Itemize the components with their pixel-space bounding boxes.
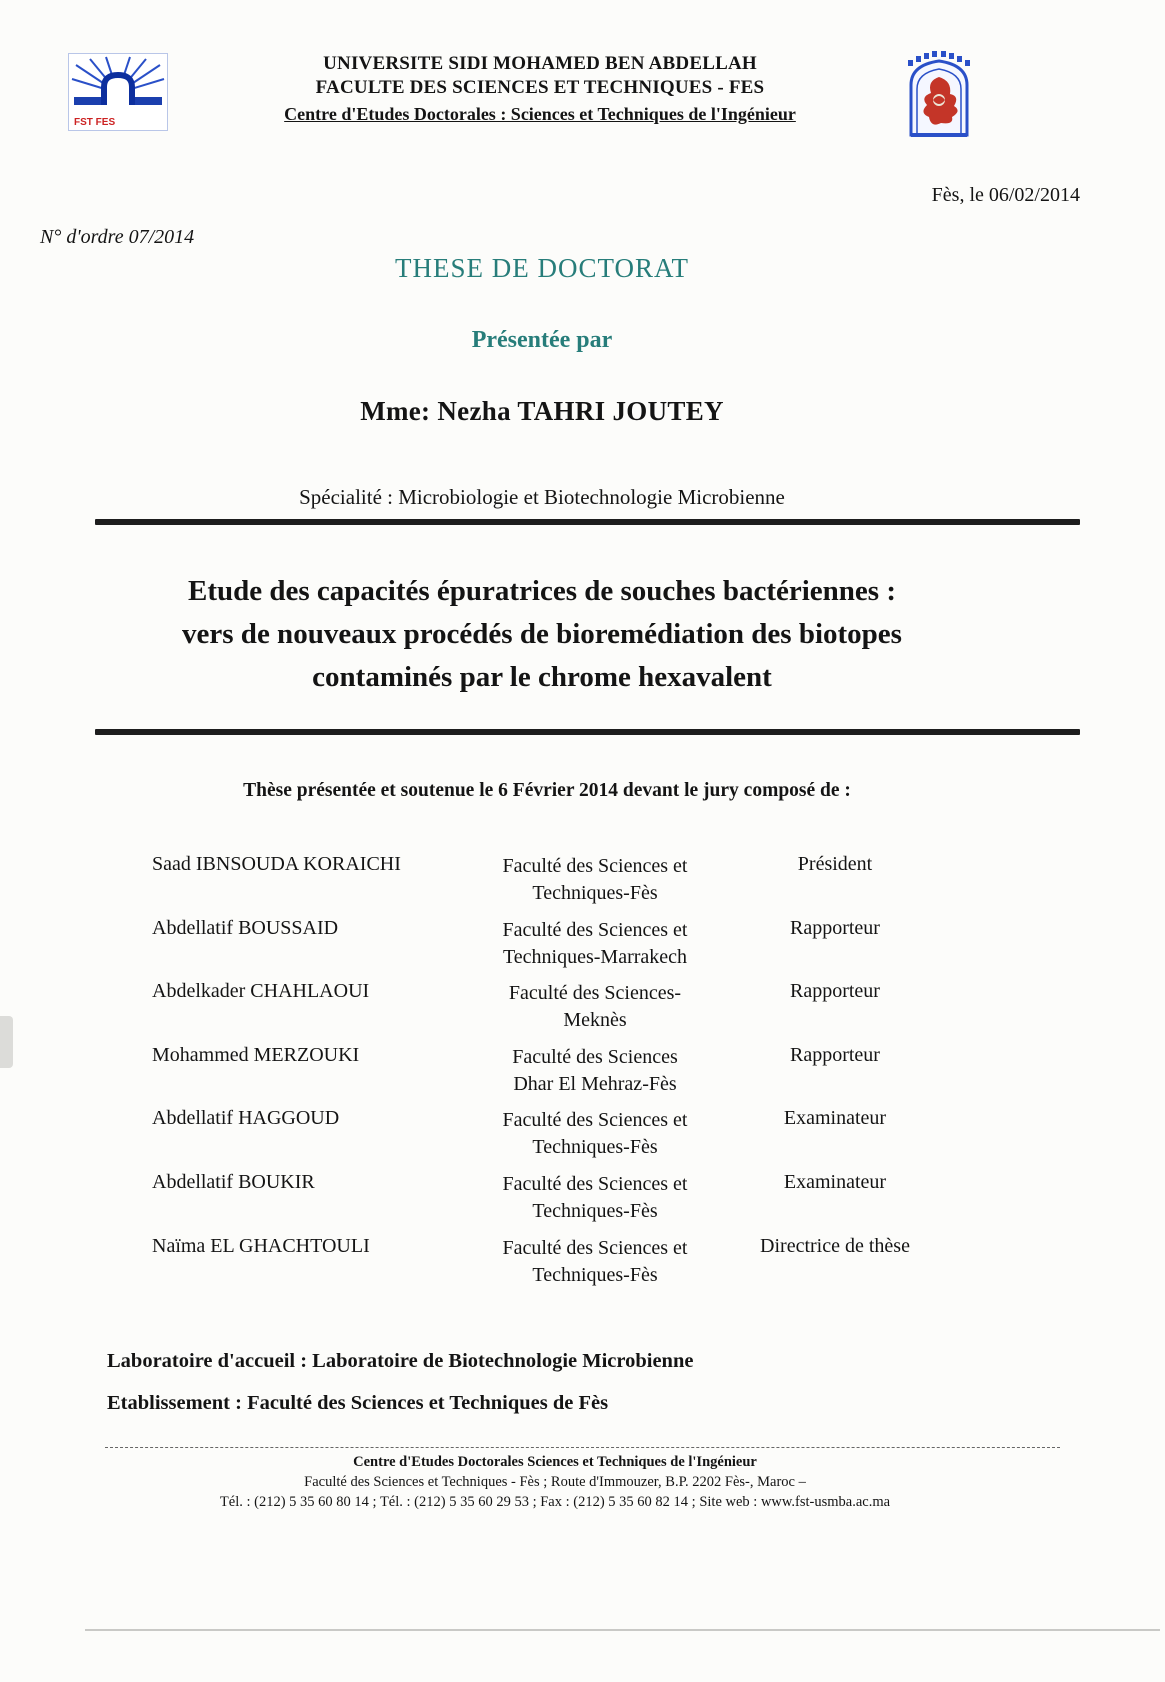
specialty-line: Spécialité : Microbiologie et Biotechnologie Microbienne [299, 485, 785, 509]
jury-member-name: Abdellatif BOUSSAID [152, 916, 339, 939]
affiliation-line-1: Faculté des Sciences et [502, 1236, 688, 1259]
jury-member-affiliation [450, 1171, 740, 1225]
date-line: Fès, le 06/02/2014 [931, 184, 1080, 206]
jury-member-name: Abdellatif HAGGOUD [152, 1107, 340, 1130]
doctoral-center-name: Centre d'Etudes Doctorales : Sciences et Techniques de l'Ingénieur [284, 104, 796, 124]
scan-artifact-line [85, 1629, 1160, 1631]
affiliation-line-1: Faculté des Sciences et [502, 1109, 688, 1132]
jury-member-role: Président [797, 853, 873, 875]
university-seal-graphic [903, 45, 975, 140]
jury-table [0, 853, 1165, 1298]
jury-member-name: Saad IBNSOUDA KORAICHI [152, 853, 401, 875]
host-laboratory-line: Laboratoire d'accueil : Laboratoire de Biotechnologie Microbienne [107, 1350, 694, 1372]
horizontal-rule-top [95, 519, 1080, 525]
scan-artifact-smudge [0, 1016, 13, 1068]
jury-member-role: Rapporteur [790, 916, 880, 939]
jury-member-role: Rapporteur [790, 1043, 880, 1066]
affiliation-line-2: Techniques-Fès [532, 1199, 658, 1222]
university-header [170, 52, 910, 125]
thesis-title-line-1: Etude des capacités épuratrices de souches bactériennes : [188, 575, 896, 607]
jury-row [0, 1044, 1165, 1108]
jury-row [0, 1107, 1165, 1171]
university-name: UNIVERSITE SIDI MOHAMED BEN ABDELLAH [323, 53, 757, 74]
fst-fes-logo-graphic [68, 53, 168, 131]
affiliation-line-2: Meknès [563, 1009, 627, 1032]
affiliation-line-2: Techniques-Fès [532, 882, 658, 904]
affiliation-line-1: Faculté des Sciences et [502, 855, 688, 877]
jury-member-name: Abdellatif BOUKIR [152, 1170, 315, 1193]
dashed-divider [105, 1447, 1060, 1448]
document-type-title: THESE DE DOCTORAT [394, 253, 689, 283]
svg-text:FST FES: FST FES [74, 117, 116, 128]
jury-member-role: Directrice de thèse [760, 1234, 910, 1257]
jury-member-role: Rapporteur [790, 980, 880, 1003]
author-name: Mme: Nezha TAHRI JOUTEY [360, 396, 724, 426]
affiliation-line-2: Techniques-Marrakech [502, 945, 688, 968]
horizontal-rule-bottom [95, 729, 1080, 735]
fst-fes-logo-icon [68, 53, 168, 131]
jury-row [0, 853, 1165, 917]
jury-member-affiliation [450, 1044, 740, 1098]
establishment-line: Etablissement : Faculté des Sciences et Techniques de Fès [107, 1392, 609, 1414]
thesis-title-line-2: vers de nouveaux procédés de bioremédiation des biotopes [182, 618, 902, 650]
jury-intro-line: Thèse présentée et soutenue le 6 Février 2014 devant le jury composé de : [243, 780, 851, 801]
jury-member-name: Naïma EL GHACHTOULI [152, 1234, 370, 1257]
jury-member-name: Mohammed MERZOUKI [152, 1043, 360, 1066]
jury-member-affiliation [450, 853, 740, 907]
affiliation-line-2: Techniques-Fès [532, 1263, 658, 1286]
faculty-name: FACULTE DES SCIENCES ET TECHNIQUES - FES [315, 77, 765, 98]
jury-member-role: Examinateur [783, 1170, 887, 1193]
affiliation-line-2: Dhar El Mehraz-Fès [513, 1072, 677, 1095]
jury-member-affiliation [450, 980, 740, 1034]
jury-row [0, 980, 1165, 1044]
university-seal-icon [903, 45, 975, 140]
jury-member-role: Examinateur [783, 1107, 887, 1130]
jury-row [0, 917, 1165, 981]
affiliation-line-1: Faculté des Sciences et [502, 1172, 688, 1195]
footer-contacts: Tél. : (212) 5 35 60 80 14 ; Tél. : (212) 5 35 60 29 53 ; Fax : (212) 5 35 60 82 14 ; Site web : www.fst-usmba.ac.ma [219, 1494, 891, 1510]
jury-row [0, 1235, 1165, 1299]
affiliation-line-1: Faculté des Sciences et [502, 918, 688, 941]
order-number: N° d'ordre 07/2014 [40, 226, 195, 248]
footer-center-name: Centre d'Etudes Doctorales Sciences et Techniques de l'Ingénieur [353, 1454, 757, 1470]
footer-address: Faculté des Sciences et Techniques - Fès ; Route d'Immouzer, B.P. 2202 Fès-, Maroc – [304, 1474, 806, 1490]
thesis-title [0, 570, 1084, 699]
jury-member-name: Abdelkader CHAHLAOUI [152, 980, 370, 1003]
page-footer [0, 1447, 1110, 1512]
jury-row [0, 1171, 1165, 1235]
affiliation-line-2: Techniques-Fès [532, 1136, 658, 1159]
affiliation-line-1: Faculté des Sciences- [508, 982, 682, 1005]
affiliation-line-1: Faculté des Sciences [512, 1045, 678, 1068]
thesis-title-line-3: contaminés par le chrome hexavalent [312, 661, 772, 693]
presented-by-label: Présentée par [471, 327, 613, 353]
jury-member-affiliation [450, 917, 740, 971]
jury-member-affiliation [450, 1235, 740, 1289]
jury-member-affiliation [450, 1107, 740, 1161]
